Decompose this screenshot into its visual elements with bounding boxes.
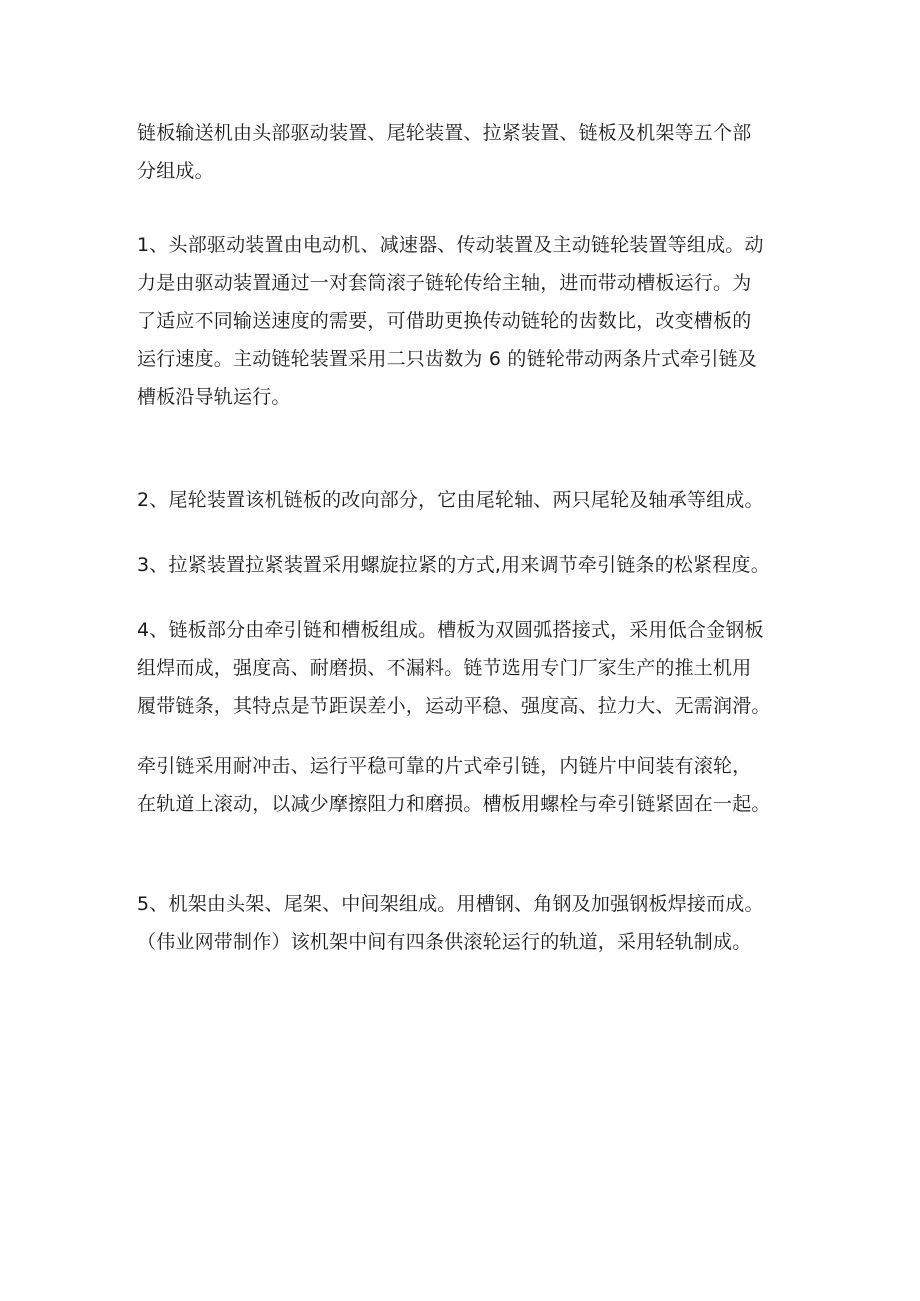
text-line: 在轨道上滚动，以减少摩擦阻力和磨损。槽板用螺栓与牵引链紧固在一起。 (137, 793, 771, 815)
text-line: 力是由驱动装置通过一对套筒滚子链轮传给主轴，进而带动槽板运行。为 (137, 272, 752, 294)
text-line: 了适应不同输送速度的需要，可借助更换传动链轮的齿数比，改变槽板的 (137, 310, 752, 332)
text-line: 链板输送机由头部驱动装置、尾轮装置、拉紧装置、链板及机架等五个部 (137, 122, 752, 144)
text-line: 牵引链采用耐冲击、运行平稳可靠的片式牵引链，内链片中间装有滚轮， (137, 755, 752, 777)
text-line: 组焊而成，强度高、耐磨损、不漏料。链节选用专门厂家生产的推土机用 (137, 657, 752, 679)
paragraph-frame (137, 885, 797, 961)
text-line: 4、链板部分由牵引链和槽板组成。槽板为双圆弧搭接式，采用低合金钢板 (137, 619, 764, 641)
text-line: 履带链条，其特点是节距误差小，运动平稳、强度高、拉力大、无需润滑。 (137, 695, 771, 717)
text-line: （伟业网带制作）该机架中间有四条供滚轮运行的轨道，采用轻轨制成。 (137, 931, 752, 953)
text-line: 1、头部驱动装置由电动机、减速器、传动装置及主动链轮装置等组成。动 (137, 234, 764, 256)
paragraph-tensioner (137, 546, 797, 584)
text-line: 槽板沿导轨运行。 (137, 386, 291, 408)
text-line: 分组成。 (137, 160, 214, 182)
text-line: 5、机架由头架、尾架、中间架组成。用槽钢、角钢及加强钢板焊接而成。 (137, 893, 764, 915)
paragraph-traction-chain (137, 747, 797, 823)
paragraph-intro (137, 114, 797, 190)
paragraph-tail-wheel (137, 481, 797, 519)
text-line: 运行速度。主动链轮装置采用二只齿数为 6 的链轮带动两条片式牵引链及 (137, 348, 757, 370)
text-line: 2、尾轮装置该机链板的改向部分，它由尾轮轴、两只尾轮及轴承等组成。 (137, 489, 764, 511)
text-line: 3、拉紧装置拉紧装置采用螺旋拉紧的方式,用来调节牵引链条的松紧程度。 (137, 554, 770, 576)
paragraph-chain-plate (137, 611, 797, 725)
paragraph-head-drive (137, 226, 797, 416)
